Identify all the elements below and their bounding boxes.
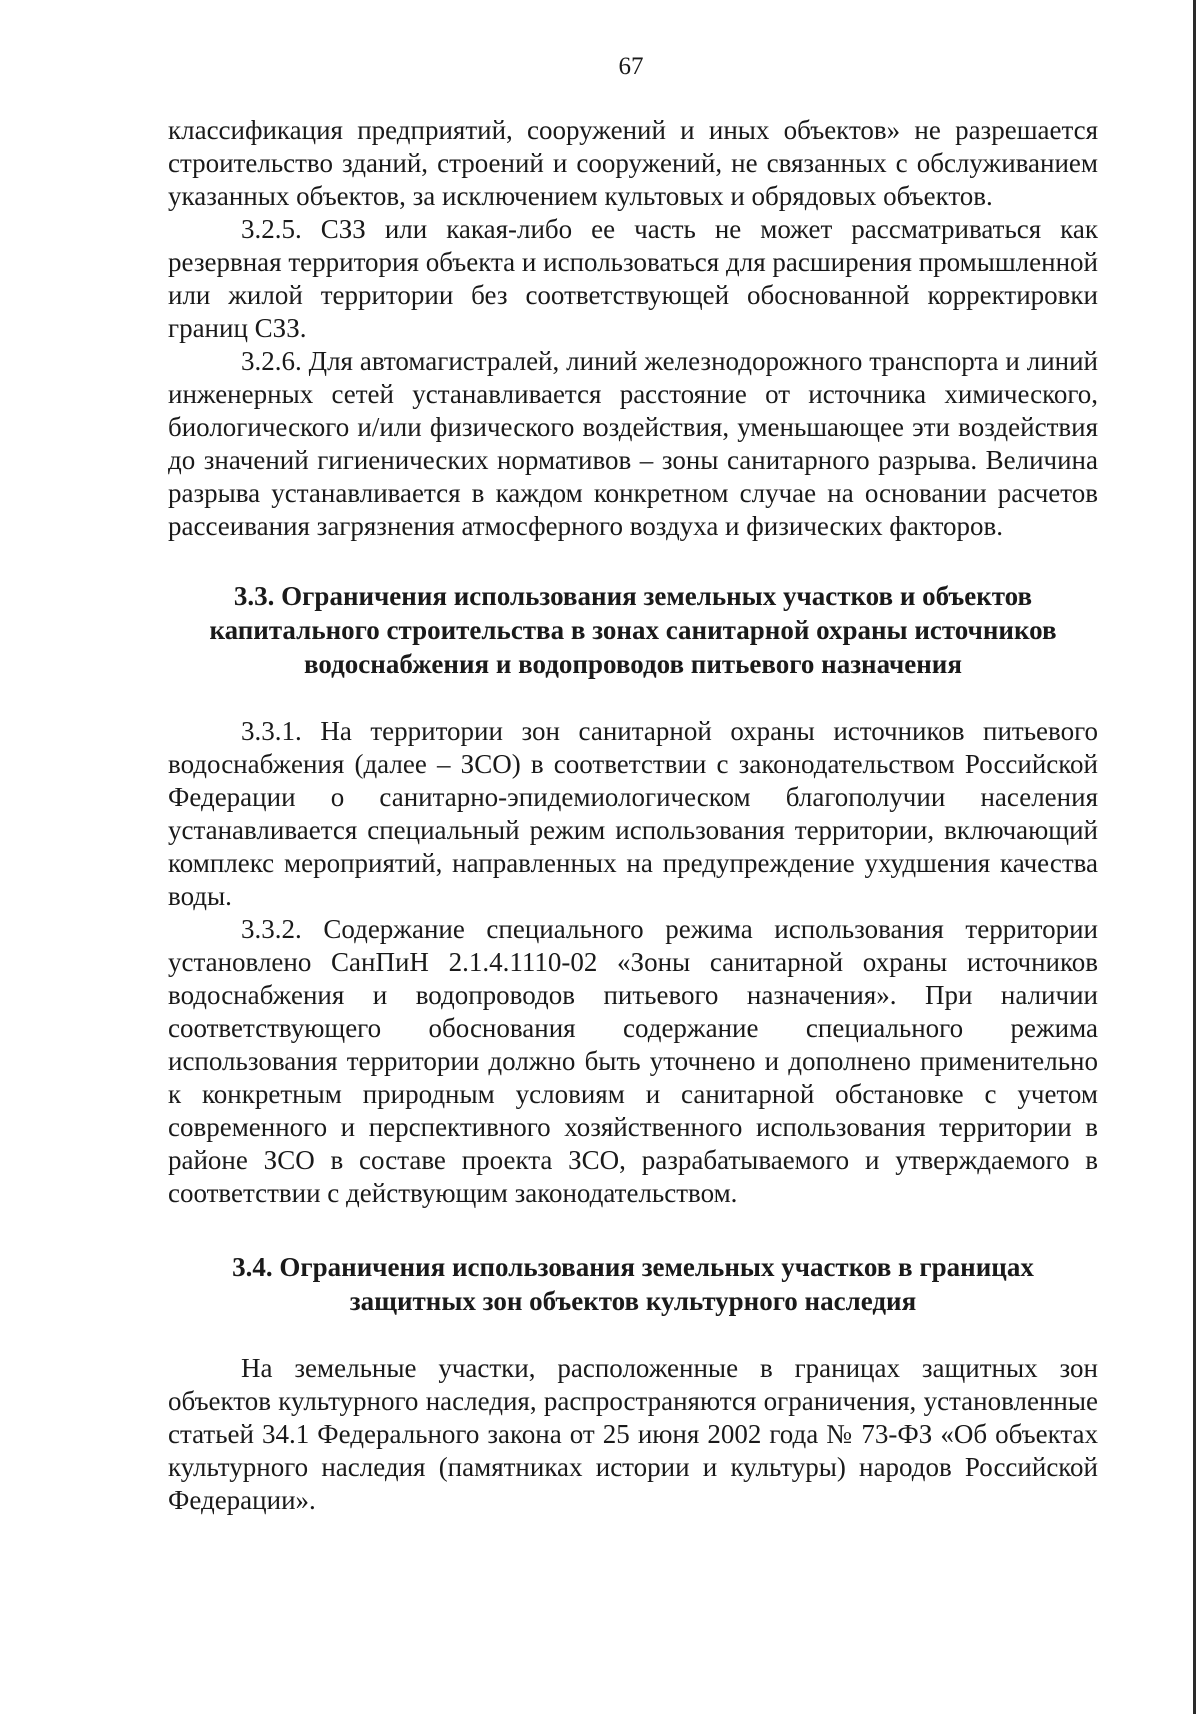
paragraph-3-2-6: 3.2.6. Для автомагистралей, линий железнодорожного транспорта и линий инженерных сетей устанавливается расстояние от источника химического, биологического и/или физического воздействия, уменьшающее эти воздействия до значений гигиенических нормативов – зоны санитарного разрыва. Величина разрыва устанавливается в каждом конкретном случае на основании расчетов рассеивания загрязнения атмосферного воздуха и физических факторов. <box>168 346 1098 541</box>
heading-line: капитального строительства в зонах санитарной охраны источников <box>209 615 1057 645</box>
scan-edge-line <box>1193 0 1196 1714</box>
heading-line: 3.4. Ограничения использования земельных участков в границах <box>232 1252 1034 1282</box>
heading-line: 3.3. Ограничения использования земельных участков и объектов <box>233 581 1033 611</box>
paragraph-intro: классификация предприятий, сооружений и иных объектов» не разрешается строительство зданий, строений и сооружений, не связанных с обслуживанием указанных объектов, за исключением культовых и обрядовых объектов. <box>168 115 1098 211</box>
heading-line: защитных зон объектов культурного наследия <box>349 1286 917 1316</box>
paragraph-3-3-1: 3.3.1. На территории зон санитарной охраны источников питьевого водоснабжения (далее – ЗСО) в соответствии с законодательством Российской Федерации о санитарно-эпидемиологическом благополучии населения устанавливается специальный режим использования территории, включающий комплекс мероприятий, направленных на предупреждение ухудшения качества воды. <box>168 716 1098 911</box>
paragraph-3-2-5: 3.2.5. СЗЗ или какая-либо ее часть не может рассматриваться как резервная территория объекта и использоваться для расширения промышленной или жилой территории без соответствующей обоснованной корректировки границ СЗЗ. <box>168 214 1098 343</box>
paragraph-3-3-2: 3.3.2. Содержание специального режима использования территории установлено СанПиН 2.1.4.1110-02 «Зоны санитарной охраны источников водоснабжения и водопроводов питьевого назначения». При наличии соответствующего обоснования содержание специального режима использования территории должно быть уточнено и дополнено применительно к конкретным природным условиям и санитарной обстановке с учетом современного и перспективного хозяйственного использования территории в районе ЗСО в составе проекта ЗСО, разрабатываемого и утверждаемого в соответствии с действующим законодательством. <box>168 914 1098 1208</box>
section-heading-3-4 <box>168 1250 1098 1318</box>
paragraph-3-4-text: На земельные участки, расположенные в границах защитных зон объектов культурного наследия, распространяются ограничения, установленные статьей 34.1 Федерального закона от 25 июня 2002 года № 73-ФЗ «Об объектах культурного наследия (памятниках истории и культуры) народов Российской Федерации». <box>168 1353 1098 1515</box>
heading-line: водоснабжения и водопроводов питьевого назначения <box>304 649 962 679</box>
document-body <box>168 114 1098 1517</box>
page-number: 67 <box>618 53 644 80</box>
section-heading-3-3 <box>168 579 1098 681</box>
